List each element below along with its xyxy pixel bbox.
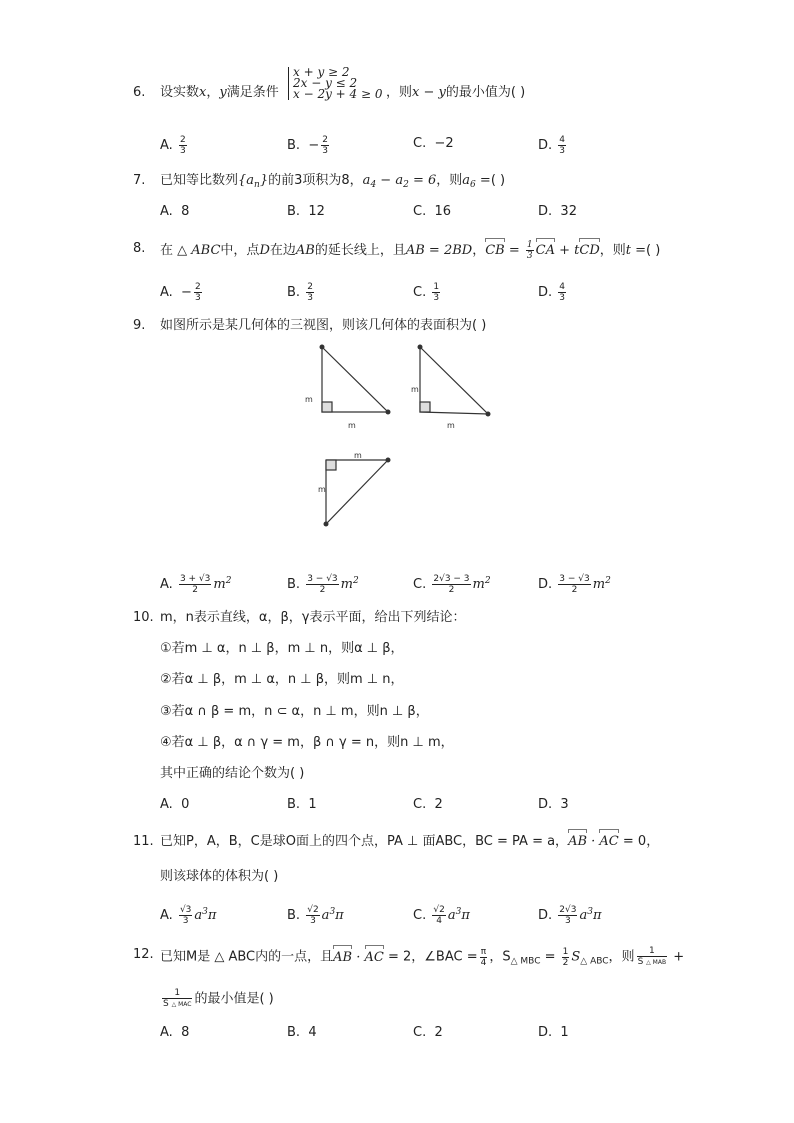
q8-option-c[interactable]: C. $\frac{1}{3}$ bbox=[413, 282, 440, 303]
q12-option-d[interactable]: D. 1 bbox=[538, 1025, 569, 1040]
q12-number: 12. bbox=[133, 947, 154, 962]
q9-stem: 如图所示是某几何体的三视图，则该几何体的表面积为( ) bbox=[160, 318, 487, 333]
q6-tail: ，则x − y的最小值为( ) bbox=[386, 85, 526, 100]
q9-number: 9. bbox=[133, 318, 146, 333]
q7-stem: 已知等比数列$\{a_n\}$的前3项积为8，$a_4 - a_2 = 6$，则$a_6$ =( ) bbox=[160, 173, 506, 190]
q12-stem: 已知M是 △ ABC内的一点，且AB · AC = 2，∠BAC = $\frac{\pi}{4}$ ，$S_{\triangle MBC}$ = $\frac{1}{2}$ $S_{\triangle ABC}$，则 $\frac{1}{\text{S △ MAB}}$ + bbox=[160, 946, 685, 968]
q12-option-a[interactable]: A. 8 bbox=[160, 1025, 190, 1040]
q11-stem-line2: 则该球体的体积为( ) bbox=[160, 869, 279, 884]
q8-stem: 在 △ ABC中，点D在边AB的延长线上，且AB = 2BD，CB = $\frac{1}{3}$ CA + tCD，则t =( ) bbox=[160, 240, 661, 261]
top-view-width-label: m bbox=[354, 451, 362, 460]
side-view-height-label: m bbox=[411, 385, 419, 394]
front-view-width-label: m bbox=[348, 421, 356, 430]
q10-conclusion: 其中正确的结论个数为( ) bbox=[160, 766, 305, 781]
q11-option-d[interactable]: D. $\frac{2√3}{3}$ $a^3\pi$ bbox=[538, 905, 602, 926]
q8-option-d[interactable]: D. $\frac{4}{3}$ bbox=[538, 282, 566, 303]
q11-number: 11. bbox=[133, 834, 154, 849]
q8-option-b[interactable]: B. $\frac{2}{3}$ bbox=[287, 282, 313, 303]
q10-option-c[interactable]: C. 2 bbox=[413, 797, 443, 812]
q6-option-c[interactable]: C. −2 bbox=[413, 136, 454, 151]
q7-option-c[interactable]: C. 16 bbox=[413, 204, 452, 219]
side-view-width-label: m bbox=[447, 421, 455, 430]
q6-ineq-1: x + y ≥ 2 bbox=[293, 65, 350, 79]
q12-option-b[interactable]: B. 4 bbox=[287, 1025, 317, 1040]
q12-option-c[interactable]: C. 2 bbox=[413, 1025, 443, 1040]
q8-number: 8. bbox=[133, 241, 146, 256]
q11-option-c[interactable]: C. $\frac{√2}{4}$ $a^3\pi$ bbox=[413, 905, 470, 926]
top-view-height-label: m bbox=[318, 485, 326, 494]
q6-pre: 设实数 bbox=[160, 85, 200, 100]
q6-post: 满足条件 bbox=[226, 85, 279, 100]
q10-item-1: ①若m ⊥ α，n ⊥ β，m ⊥ n，则α ⊥ β， bbox=[160, 641, 404, 656]
q6-number: 6. bbox=[133, 85, 146, 100]
q6-mid: ， bbox=[206, 85, 220, 100]
q10-item-4: ④若α ⊥ β，α ∩ γ = m，β ∩ γ = n，则n ⊥ m， bbox=[160, 735, 454, 750]
q10-stem: m，n表示直线，α，β，γ表示平面，给出下列结论： bbox=[160, 610, 466, 625]
q7-option-b[interactable]: B. 12 bbox=[287, 204, 325, 219]
q10-option-a[interactable]: A. 0 bbox=[160, 797, 190, 812]
q6-stem: 设实数x，y满足条件 bbox=[160, 85, 279, 100]
q6-tail-1: ，则 bbox=[386, 85, 413, 100]
q7-number: 7. bbox=[133, 173, 146, 188]
q10-number: 10. bbox=[133, 610, 154, 625]
q10-item-3: ③若α ∩ β = m，n ⊂ α，n ⊥ m，则n ⊥ β， bbox=[160, 704, 429, 719]
q6-option-a[interactable]: A. $\frac{2}{3}$ bbox=[160, 135, 186, 156]
q8-option-a[interactable]: A. − $\frac{2}{3}$ bbox=[160, 282, 201, 303]
q9-option-c[interactable]: C. $\frac{2√3 - 3}{2}$ $m^2$ bbox=[413, 574, 491, 595]
q6-option-d[interactable]: D. $\frac{4}{3}$ bbox=[538, 135, 566, 156]
q10-option-d[interactable]: D. 3 bbox=[538, 797, 569, 812]
q10-option-b[interactable]: B. 1 bbox=[287, 797, 317, 812]
q6-ineq-2: 2x − y ≤ 2 bbox=[293, 76, 358, 90]
q11-option-b[interactable]: B. $\frac{√2}{3}$ $a^3\pi$ bbox=[287, 905, 344, 926]
q6-tail-2: 的最小值为( ) bbox=[445, 85, 526, 100]
front-view-height-label: m bbox=[305, 395, 313, 404]
three-view-figure bbox=[300, 340, 500, 530]
q9-option-a[interactable]: A. $\frac{3 + √3}{2}$ $m^2$ bbox=[160, 574, 232, 595]
q6-option-b[interactable]: B. − $\frac{2}{3}$ bbox=[287, 135, 328, 156]
q10-item-2: ②若α ⊥ β，m ⊥ α，n ⊥ β，则m ⊥ n， bbox=[160, 672, 404, 687]
q11-stem: 已知P，A，B，C是球O面上的四个点，PA ⊥ 面ABC，BC = PA = a，AB · AC = 0， bbox=[160, 834, 660, 849]
q12-stem-line2: $\frac{1}{\text{S △ MAC}}$ 的最小值是( ) bbox=[163, 988, 274, 1009]
q7-option-d[interactable]: D. 32 bbox=[538, 204, 577, 219]
q6-system bbox=[288, 67, 383, 100]
q9-option-d[interactable]: D. $\frac{3 - √3}{2}$ $m^2$ bbox=[538, 574, 611, 595]
q11-option-a[interactable]: A. $\frac{√3}{3}$ $a^3\pi$ bbox=[160, 905, 217, 926]
q9-option-b[interactable]: B. $\frac{3 - √3}{2}$ $m^2$ bbox=[287, 574, 359, 595]
q7-option-a[interactable]: A. 8 bbox=[160, 204, 190, 219]
q6-ineq-3: x − 2y + 4 ≥ 0 bbox=[293, 87, 383, 101]
